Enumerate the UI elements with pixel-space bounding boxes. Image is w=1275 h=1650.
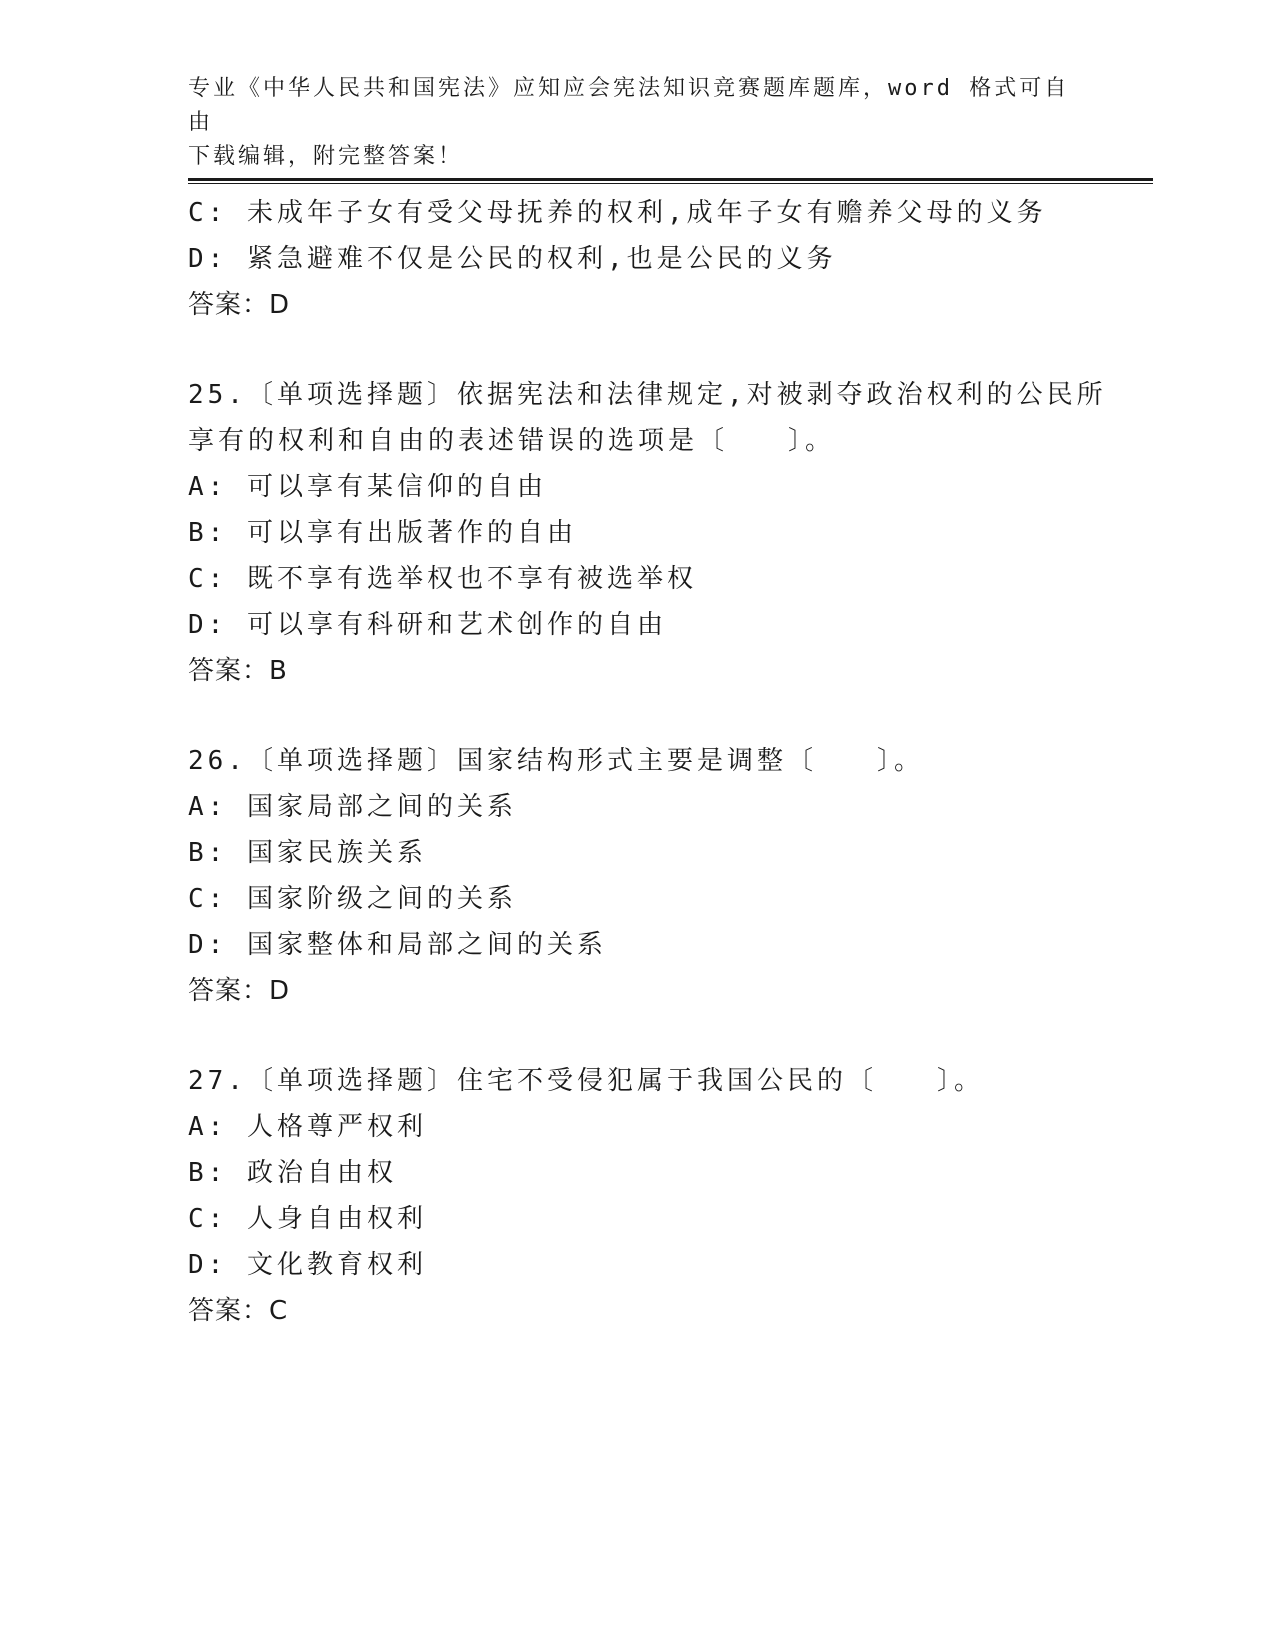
- answer-line: 答案：B: [188, 656, 288, 686]
- answer-line: 答案：D: [188, 290, 291, 320]
- option-d: D: 国家整体和局部之间的关系: [188, 930, 607, 960]
- header-line-1: 专业《中华人民共和国宪法》应知应会宪法知识竞赛题库题库，word 格式可自由: [188, 76, 1070, 135]
- option-b: B: 政治自由权: [188, 1158, 397, 1188]
- option-b: B: 可以享有出版著作的自由: [188, 518, 577, 548]
- header-divider-thin: [188, 183, 1153, 184]
- header-line-2: 下载编辑，附完整答案！: [188, 144, 464, 169]
- option-c: C: 既不享有选举权也不享有被选举权: [188, 564, 697, 594]
- carryover-question: [188, 190, 1088, 328]
- answer-line: 答案：C: [188, 1296, 289, 1326]
- question-stem-line-1: 27.〔单项选择题〕住宅不受侵犯属于我国公民的〔 〕。: [188, 1066, 984, 1096]
- spacer: [188, 694, 1088, 738]
- question-27: [188, 1058, 1088, 1334]
- option-d: D: 可以享有科研和艺术创作的自由: [188, 610, 667, 640]
- option-d: D: 紧急避难不仅是公民的权利,也是公民的义务: [188, 244, 837, 274]
- question-stem-line-1: 25.〔单项选择题〕依据宪法和法律规定,对被剥夺政治权利的公民所: [188, 380, 1107, 410]
- option-b: B: 国家民族关系: [188, 838, 427, 868]
- option-a: A: 人格尊严权利: [188, 1112, 427, 1142]
- option-c: C: 国家阶级之间的关系: [188, 884, 517, 914]
- header-divider-thick: [188, 178, 1153, 181]
- question-stem-line-2: 享有的权利和自由的表述错误的选项是〔 〕。: [188, 426, 836, 456]
- question-list: [188, 190, 1107, 1334]
- spacer: [188, 1014, 1088, 1058]
- option-c: C: 未成年子女有受父母抚养的权利,成年子女有赡养父母的义务: [188, 198, 1047, 228]
- option-c: C: 人身自由权利: [188, 1204, 427, 1234]
- document-header: [188, 72, 1088, 174]
- question-stem-line-1: 26.〔单项选择题〕国家结构形式主要是调整〔 〕。: [188, 746, 924, 776]
- option-a: A: 国家局部之间的关系: [188, 792, 517, 822]
- question-26: [188, 738, 1088, 1014]
- question-25: [188, 372, 1107, 694]
- spacer: [188, 328, 1088, 372]
- answer-line: 答案：D: [188, 976, 291, 1006]
- option-a: A: 可以享有某信仰的自由: [188, 472, 547, 502]
- option-d: D: 文化教育权利: [188, 1250, 427, 1280]
